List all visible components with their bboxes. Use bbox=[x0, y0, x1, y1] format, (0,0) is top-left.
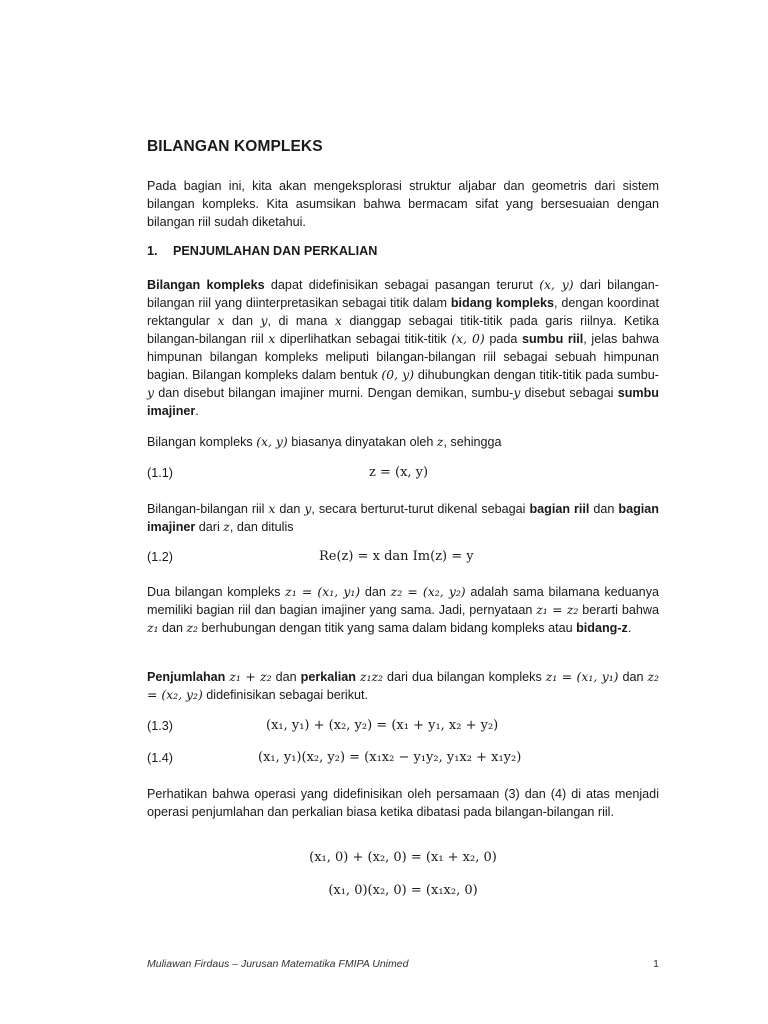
equation-expression: Re(z) = x dan Im(z) = y bbox=[319, 549, 474, 564]
page-footer bbox=[147, 958, 659, 970]
equation-1-4 bbox=[147, 751, 659, 771]
text: dan bbox=[589, 502, 619, 516]
math-inline: x bbox=[334, 313, 342, 328]
math-inline: z₁ bbox=[147, 620, 159, 635]
text: dan bbox=[271, 670, 301, 684]
text: berarti bahwa bbox=[578, 603, 660, 617]
math-inline: x bbox=[217, 313, 225, 328]
math-inline: y bbox=[260, 313, 268, 328]
intro-paragraph: Pada bagian ini, kita akan mengeksplorasi struktur aljabar dan geometris dari sistem bilangan kompleks. Kita asumsikan bahwa bermacam sifat yang bersesuaian dengan bilangan riil sudah diketahui. bbox=[147, 179, 659, 229]
paragraph-equality bbox=[147, 583, 659, 637]
bold-term: perkalian bbox=[300, 670, 356, 684]
text: dari bbox=[195, 520, 224, 534]
text: pada bbox=[484, 332, 522, 346]
equation-expression: (x₁, y₁)(x₂, y₂) = (x₁x₂ − y₁y₂, y₁x₂ + x₁y₂) bbox=[258, 750, 522, 765]
math-inline: y bbox=[147, 385, 154, 400]
text: , di mana bbox=[267, 314, 335, 328]
paragraph-operations bbox=[147, 668, 659, 704]
text: Bilangan-bilangan riil bbox=[147, 502, 269, 516]
text: dan bbox=[360, 585, 391, 599]
section-number: 1. bbox=[147, 244, 158, 258]
bold-term: Penjumlahan bbox=[147, 670, 226, 684]
math-inline: (x, 0) bbox=[451, 331, 485, 346]
paragraph-remark: Perhatikan bahwa operasi yang didefinisikan oleh persamaan (3) dan (4) di atas menjadi operasi penjumlahan dan perkalian biasa ketika dibatasi pada bilangan-bilangan riil. bbox=[147, 787, 659, 819]
text: dianggap sebagai titik-titik pada garis riilnya. Ketika bilangan-bilangan riil bbox=[147, 314, 659, 346]
text: dihubungkan dengan titik-titik pada sumbu- bbox=[414, 368, 659, 382]
math-inline: z₂ bbox=[186, 620, 199, 635]
paragraph-notation bbox=[147, 433, 659, 451]
text: . bbox=[627, 621, 632, 635]
bold-term: sumbu riil bbox=[521, 332, 584, 346]
math-inline: (0, y) bbox=[381, 367, 415, 382]
equation-product-real bbox=[147, 884, 659, 904]
text: biasanya dinyatakan oleh bbox=[287, 435, 437, 449]
math-inline: x bbox=[268, 501, 276, 516]
text: adalah sama bilamana keduanya memiliki bagian riil dan bagian imajiner yang sama. Jadi, pernyataan bbox=[147, 585, 659, 617]
text: dan bbox=[275, 502, 305, 516]
text: dan disebut bilangan imajiner murni. Dengan demikan, sumbu- bbox=[154, 386, 514, 400]
math-inline: z₁ = (x₁, y₁) bbox=[285, 584, 361, 599]
section-title: PENJUMLAHAN DAN PERKALIAN bbox=[173, 244, 378, 258]
text: diperlihatkan sebagai titik-titik bbox=[275, 332, 452, 346]
text: dan bbox=[158, 621, 187, 635]
text: dapat didefinisikan sebagai pasangan terurut bbox=[264, 278, 540, 292]
bold-term: Bilangan kompleks bbox=[147, 278, 265, 292]
math-inline: y bbox=[513, 385, 521, 400]
math-inline: z₁ + z₂ bbox=[229, 669, 272, 684]
equation-expression: z = (x, y) bbox=[369, 465, 429, 480]
math-inline: z₁ = (x₁, y₁) bbox=[545, 669, 619, 684]
text: , sehingga bbox=[443, 435, 502, 449]
paragraph-definition bbox=[147, 276, 659, 420]
equation-expression: (x₁, 0)(x₂, 0) = (x₁x₂, 0) bbox=[328, 883, 478, 898]
math-inline: x bbox=[268, 331, 276, 346]
math-inline: z bbox=[223, 519, 230, 534]
bold-term: bidang kompleks bbox=[450, 296, 555, 310]
equation-number: (1.3) bbox=[147, 719, 173, 733]
equation-number: (1.1) bbox=[147, 466, 173, 480]
text: disebut sebagai bbox=[520, 386, 618, 400]
text: , dan ditulis bbox=[229, 520, 294, 534]
equation-1-2 bbox=[147, 550, 659, 570]
math-inline: (x, y) bbox=[539, 277, 574, 292]
math-inline: z₁z₂ bbox=[359, 669, 383, 684]
equation-1-1 bbox=[147, 466, 659, 486]
text: dari bilangan-bilangan riil yang diinterpretasikan sebagai titik dalam bbox=[147, 278, 659, 310]
math-inline: z bbox=[436, 434, 444, 449]
text: , jelas bahwa himpunan bilangan kompleks meliputi bilangan-bilangan riil sebagai sebuah himpunan bagian. Bilangan kompleks dalam bentuk bbox=[147, 332, 660, 382]
bold-term: bidang-z bbox=[576, 621, 628, 635]
math-inline: (x, y) bbox=[256, 434, 288, 449]
math-inline: z₂ = (x₂, y₂) bbox=[390, 584, 466, 599]
text: , secara berturut-turut dikenal sebagai bbox=[311, 502, 530, 516]
bold-term: sumbu imajiner bbox=[147, 386, 659, 418]
page-number: 1 bbox=[653, 958, 659, 970]
equation-expression: (x₁, y₁) + (x₂, y₂) = (x₁ + y₁, x₂ + y₂) bbox=[266, 718, 499, 733]
paragraph-parts bbox=[147, 500, 659, 536]
section-heading bbox=[147, 244, 377, 258]
text: berhubungan dengan titik yang sama dalam bidang kompleks atau bbox=[198, 621, 577, 635]
text: dari dua bilangan kompleks bbox=[382, 670, 546, 684]
equation-number: (1.4) bbox=[147, 751, 173, 765]
text: didefinisikan sebagai berikut. bbox=[202, 688, 369, 702]
footer-author: Muliawan Firdaus – Jurusan Matematika FMIPA Unimed bbox=[147, 958, 409, 970]
text: Bilangan kompleks bbox=[147, 435, 257, 449]
text: . bbox=[195, 404, 199, 418]
math-inline: y bbox=[304, 501, 312, 516]
equation-sum-real bbox=[147, 851, 659, 871]
bold-term: bagian riil bbox=[529, 502, 590, 516]
math-inline: z₁ = z₂ bbox=[536, 602, 579, 617]
equation-number: (1.2) bbox=[147, 550, 173, 564]
math-inline: z₂ = (x₂, y₂) bbox=[147, 669, 660, 702]
text: , dengan koordinat rektangular bbox=[147, 296, 659, 328]
equation-expression: (x₁, 0) + (x₂, 0) = (x₁ + x₂, 0) bbox=[309, 850, 497, 865]
text: dan bbox=[618, 670, 648, 684]
text: dan bbox=[224, 314, 261, 328]
equation-1-3 bbox=[147, 719, 659, 739]
page-title: BILANGAN KOMPLEKS bbox=[147, 138, 323, 155]
text: Dua bilangan kompleks bbox=[147, 585, 286, 599]
bold-term: bagian imajiner bbox=[147, 502, 659, 534]
